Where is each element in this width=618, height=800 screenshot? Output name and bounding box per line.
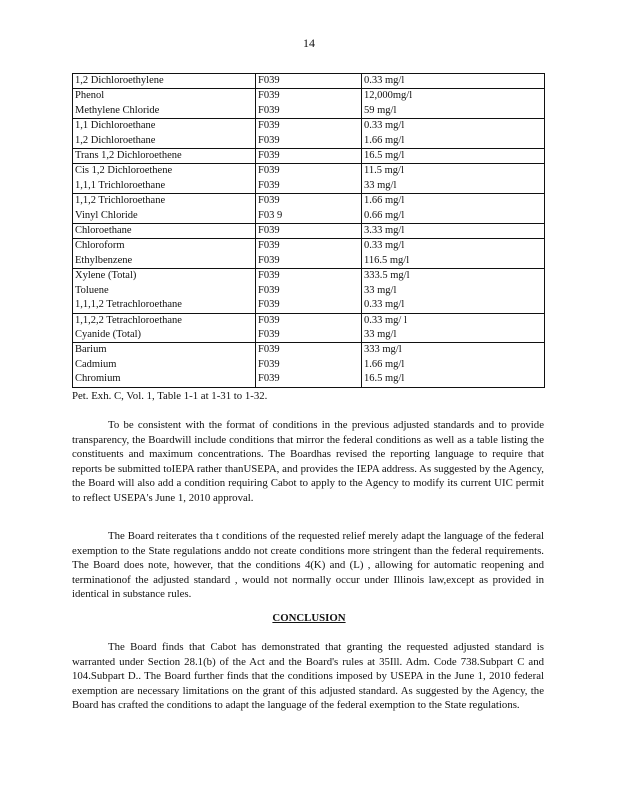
constituent-table-body [73, 74, 545, 388]
waste-code-cell: F039 [256, 343, 362, 358]
standard-cell: 11.5 mg/l [362, 164, 545, 179]
waste-code-cell: F039 [256, 284, 362, 298]
standard-cell: 116.5 mg/l [362, 254, 545, 269]
constituent-cell: Chloroethane [73, 224, 256, 239]
table-row [73, 134, 545, 149]
table-row [73, 89, 545, 104]
table-row [73, 239, 545, 254]
standard-cell: 33 mg/l [362, 284, 545, 298]
page-number: 14 [303, 36, 315, 50]
standard-cell: 0.33 mg/l [362, 239, 545, 254]
constituent-cell: Cadmium [73, 358, 256, 372]
table-row [73, 343, 545, 358]
constituent-table [72, 73, 545, 388]
waste-code-cell: F039 [256, 239, 362, 254]
waste-code-cell: F039 [256, 164, 362, 179]
paragraph-consistency: To be consistent with the format of conditions in the previous adjusted standards and to provide transparency, the Boardwill include conditions that mirror the federal conditions as well as a table listing the constituents and maximum concentrations. The Boardhas revised the reporting language to require that reports be submitted toIEPA rather thanUSEPA, and provides the IEPA address. As suggested by the Agency, the Board will also add a condition requiring Cabot to apply to the Agency to modify its current UIC permit to reflect USEPA's June 1, 2010 approval. [72, 419, 544, 504]
table-row [73, 254, 545, 269]
waste-code-cell: F039 [256, 119, 362, 134]
constituent-cell: Chloroform [73, 239, 256, 254]
standard-cell: 16.5 mg/l [362, 149, 545, 164]
constituent-cell: 1,1,1,2 Tetrachloroethane [73, 298, 256, 313]
waste-code-cell: F03 9 [256, 209, 362, 224]
table-row [73, 164, 545, 179]
table-row [73, 74, 545, 89]
paragraph-conclusion: The Board finds that Cabot has demonstrated that granting the requested adjusted standard is warranted under Section 28.1(b) of the Act and the Board's rules at 35Ill. Adm. Code 738.Subpart C and 104.Subpart D.. The Board further finds that the conditions imposed by USEPA in the June 1, 2010 federal exemption are necessary limitations on the grant of this adjusted standard. As suggested by the Agency, the Board has crafted the conditions to adapt the language of the federal exemption to the State regulations. [72, 641, 544, 712]
table-row [73, 298, 545, 313]
constituent-cell: Chromium [73, 372, 256, 387]
waste-code-cell: F039 [256, 104, 362, 119]
table-row [73, 104, 545, 119]
constituent-cell: 1,1 Dichloroethane [73, 119, 256, 134]
table-row [73, 149, 545, 164]
waste-code-cell: F039 [256, 328, 362, 343]
standard-cell: 333.5 mg/l [362, 269, 545, 284]
waste-code-cell: F039 [256, 269, 362, 284]
constituent-cell: Methylene Chloride [73, 104, 256, 119]
standard-cell: 59 mg/l [362, 104, 545, 119]
waste-code-cell: F039 [256, 179, 362, 194]
constituent-cell: Phenol [73, 89, 256, 104]
standard-cell: 1.66 mg/l [362, 134, 545, 149]
constituent-cell: Cyanide (Total) [73, 328, 256, 343]
constituent-cell: Barium [73, 343, 256, 358]
standard-cell: 0.33 mg/l [362, 298, 545, 313]
table-row [73, 358, 545, 372]
table-citation: Pet. Exh. C, Vol. 1, Table 1-1 at 1-31 to 1-32. [72, 390, 268, 402]
constituent-cell: 1,1,2,2 Tetrachloroethane [73, 313, 256, 328]
constituent-cell: Trans 1,2 Dichloroethene [73, 149, 256, 164]
table-row [73, 328, 545, 343]
table-row [73, 284, 545, 298]
waste-code-cell: F039 [256, 358, 362, 372]
waste-code-cell: F039 [256, 372, 362, 387]
standard-cell: 12,000mg/l [362, 89, 545, 104]
table-row [73, 194, 545, 209]
waste-code-cell: F039 [256, 89, 362, 104]
constituent-cell: 1,1,1 Trichloroethane [73, 179, 256, 194]
constituent-cell: Cis 1,2 Dichloroethene [73, 164, 256, 179]
waste-code-cell: F039 [256, 134, 362, 149]
waste-code-cell: F039 [256, 313, 362, 328]
waste-code-cell: F039 [256, 254, 362, 269]
waste-code-cell: F039 [256, 194, 362, 209]
constituent-cell: Ethylbenzene [73, 254, 256, 269]
constituent-cell: 1,2 Dichloroethane [73, 134, 256, 149]
standard-cell: 0.33 mg/l [362, 74, 545, 89]
constituent-cell: Xylene (Total) [73, 269, 256, 284]
standard-cell: 33 mg/l [362, 328, 545, 343]
standard-cell: 0.33 mg/ l [362, 313, 545, 328]
standard-cell: 1.66 mg/l [362, 358, 545, 372]
table-row [73, 372, 545, 387]
waste-code-cell: F039 [256, 149, 362, 164]
constituent-cell: Toluene [73, 284, 256, 298]
table-row [73, 179, 545, 194]
waste-code-cell: F039 [256, 74, 362, 89]
standard-cell: 0.33 mg/l [362, 119, 545, 134]
waste-code-cell: F039 [256, 224, 362, 239]
constituent-cell: 1,2 Dichloroethylene [73, 74, 256, 89]
standard-cell: 333 mg/l [362, 343, 545, 358]
table-row [73, 119, 545, 134]
standard-cell: 1.66 mg/l [362, 194, 545, 209]
standard-cell: 16.5 mg/l [362, 372, 545, 387]
standard-cell: 3.33 mg/l [362, 224, 545, 239]
waste-code-cell: F039 [256, 298, 362, 313]
table-row [73, 269, 545, 284]
conclusion-heading: CONCLUSION [272, 612, 346, 624]
standard-cell: 0.66 mg/l [362, 209, 545, 224]
table-row [73, 313, 545, 328]
paragraph-reiterates: The Board reiterates tha t conditions of the requested relief merely adapt the language of the federal exemption to the State regulations anddo not create conditions more stringent than the federal requirements. The Board does note, however, that the conditions 4(K) and (L) , allowing for automatic reopening and terminationof the adjusted standard , would not normally occur under Illinois law,except as provided in identical in substance rules. [72, 530, 544, 601]
constituent-cell: 1,1,2 Trichloroethane [73, 194, 256, 209]
table-row [73, 209, 545, 224]
constituent-cell: Vinyl Chloride [73, 209, 256, 224]
standard-cell: 33 mg/l [362, 179, 545, 194]
table-row [73, 224, 545, 239]
